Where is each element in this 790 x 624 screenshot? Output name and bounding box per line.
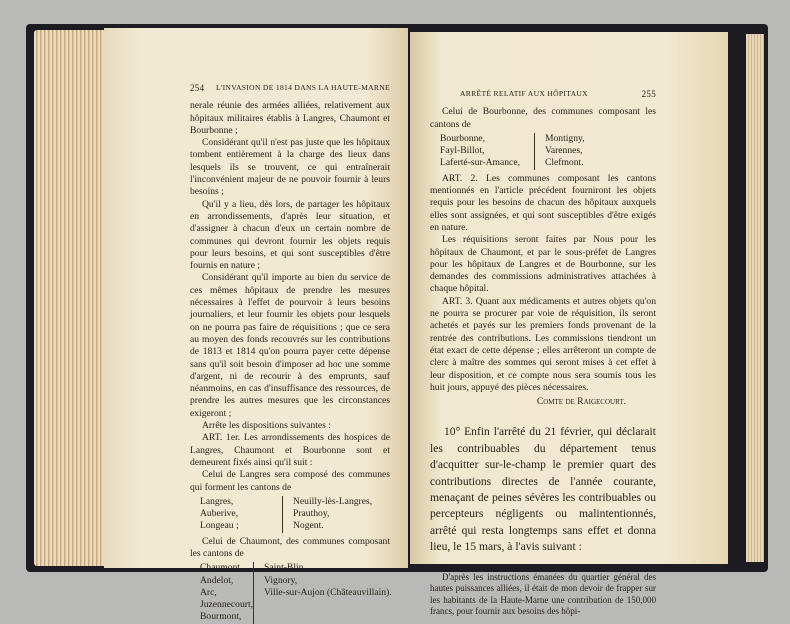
canton-name: Andelot, [200,574,234,586]
canton-name: Chaumont, [200,562,243,574]
canton-name: Neuilly-lès-Langres, [293,495,373,507]
canton-name: Montigny, [544,132,585,144]
canton-list-bourbonne [430,133,656,170]
running-title: L'INVASION DE 1814 DANS LA HAUTE-MARNE [216,83,390,92]
canton-name: Prauthoy, [293,508,330,520]
paragraph: Considérant qu'il n'est pas juste que les hôpitaux tombent entièrement à la charge des lieux dans lesquels ils se trouvent, ce qui entraînerait l'inconvénient majeur de ne pouvoir fournir à leurs besoins ; [190,137,390,198]
canton-list-langres [190,496,390,533]
canton-name: Longeau ; [200,520,239,532]
running-header [430,88,656,100]
article-2: ART. 2. Les communes composant les cantons mentionnés en l'article précédent fourniront les objets requis pour les besoins de chacun des hôpitaux auxquels elles sont assignées, et qui sont susceptibles d'être exigés en nature. [430,172,656,233]
canton-name: Varennes, [544,145,583,157]
paragraph: nerale réunie des armées alliées, relativement aux hôpitaux militaires établis à Langres, Chaumont et Bourbonne ; [190,100,390,136]
canton-name: Juzennecourt, [200,599,254,611]
page-edges [34,30,108,566]
canton-name: Clefmont. [544,157,584,169]
paragraph: Les réquisitions seront faites par Nous pour les hôpitaux de Chaumont, et par le sous-préfet de Langres pour les hôpitaux de Langres et de Bourbonne, sur les demandes des commissions administratives attachées à chaque hôpital. [430,234,656,295]
page-number: 254 [190,83,205,93]
canton-name: Langres, [200,495,234,507]
paragraph: Celui de Bourbonne, des communes composant les cantons de [430,106,656,130]
canton-name: Ville-sur-Aujon (Châteauvillain). [264,586,392,598]
article-1: ART. 1er. Les arrondissements des hospices de Langres, Chaumont et Bourbonne sont et demeurent fixés ainsi qu'il suit : [190,432,390,468]
canton-name: Bourmont, [200,611,242,623]
page-number: 255 [641,89,656,99]
paragraph: Arrête les dispositions suivantes : [202,420,331,432]
canton-name: Arc, [200,586,217,598]
canton-name: Laferté-sur-Amance, [440,157,520,169]
canton-name: Auberive, [200,508,239,520]
paragraph: Considérant qu'il importe au bien du service de ces mêmes hôpitaux de prendre les mesures nécessaires à l'effet de pourvoir à leurs besoins journaliers, et leur fournir les objets pour lesquels on ne pourra pas faire de réquisitions ; que ce sera au moyen des fonds recouvrés sur les contributions de 1813 et 1814 qu'on pourra payer cette dépense sans qu'il soit besoin d'imposer ad hoc une somme d'argent, ni de recourir à des emprunts, sauf néanmoins, en cas d'insuffisance des ressources, de prendre les autres mesures que les circonstances exigeront ; [190,272,390,419]
paragraph: Qu'il y a lieu, dès lors, de partager les hôpitaux en arrondissements, d'après leur situation, et d'assigner à chacun d'eux un certain nombre de communes qui devront fournir les objets requis pour leurs besoins, et qui sont susceptibles d'être fournis en nature ; [190,198,390,272]
canton-name: Bourbonne, [440,132,486,144]
quoted-notice: D'après les instructions émanées du quartier général des hautes puissances alliées, il était de mon devoir de frapper sur les habitants de la Haute-Marne une contribution de 150,000 francs, pour fournir aux besoins des hôpi- [430,571,656,617]
paragraph: Celui de Chaumont, des communes composant les cantons de [190,535,390,559]
running-header [190,82,390,94]
article-3: ART. 3. Quant aux médicaments et autres objets qu'on ne pourra se procurer par voie de réquisition, ils seront achetés et payés sur les premiers fonds provenant de la rentrée des contributions. Les commissions tiendront un état exact de cette dépense ; elles arrêteront un compte de clerc à maître des sommes qui seront mises à cet effet à leur disposition, et ce compte nous sera soumis tous les huit jours, appuyé des pièces nécessaires. [430,295,656,393]
paragraph: Celui de Langres sera composé des communes qui forment les cantons de [190,469,390,493]
right-page [410,32,728,617]
signature: Comte de Raigecourt. [536,396,626,408]
canton-name: Vignory, [264,574,298,586]
canton-name: Nogent. [293,520,324,532]
left-page [104,28,408,623]
canton-name: Saint-Blin, [264,562,306,574]
canton-list-chaumont [190,562,390,623]
running-title: ARRÊTÉ RELATIF AUX HÔPITAUX [460,89,588,98]
canton-name: Fayl-Billot, [440,145,485,157]
paragraph-10: 10° Enfin l'arrêté du 21 février, qui déclarait les contribuables du département tenus d'acquitter sur-le-champ le premier quart des contributions directes de l'année courante, menaçant de peines sévères les contribuables ou percepteurs négligents ou malintentionnés, arrêté qui resta longtemps sans effet et donna lieu, le 15 mars, à l'avis suivant : [430,425,656,554]
